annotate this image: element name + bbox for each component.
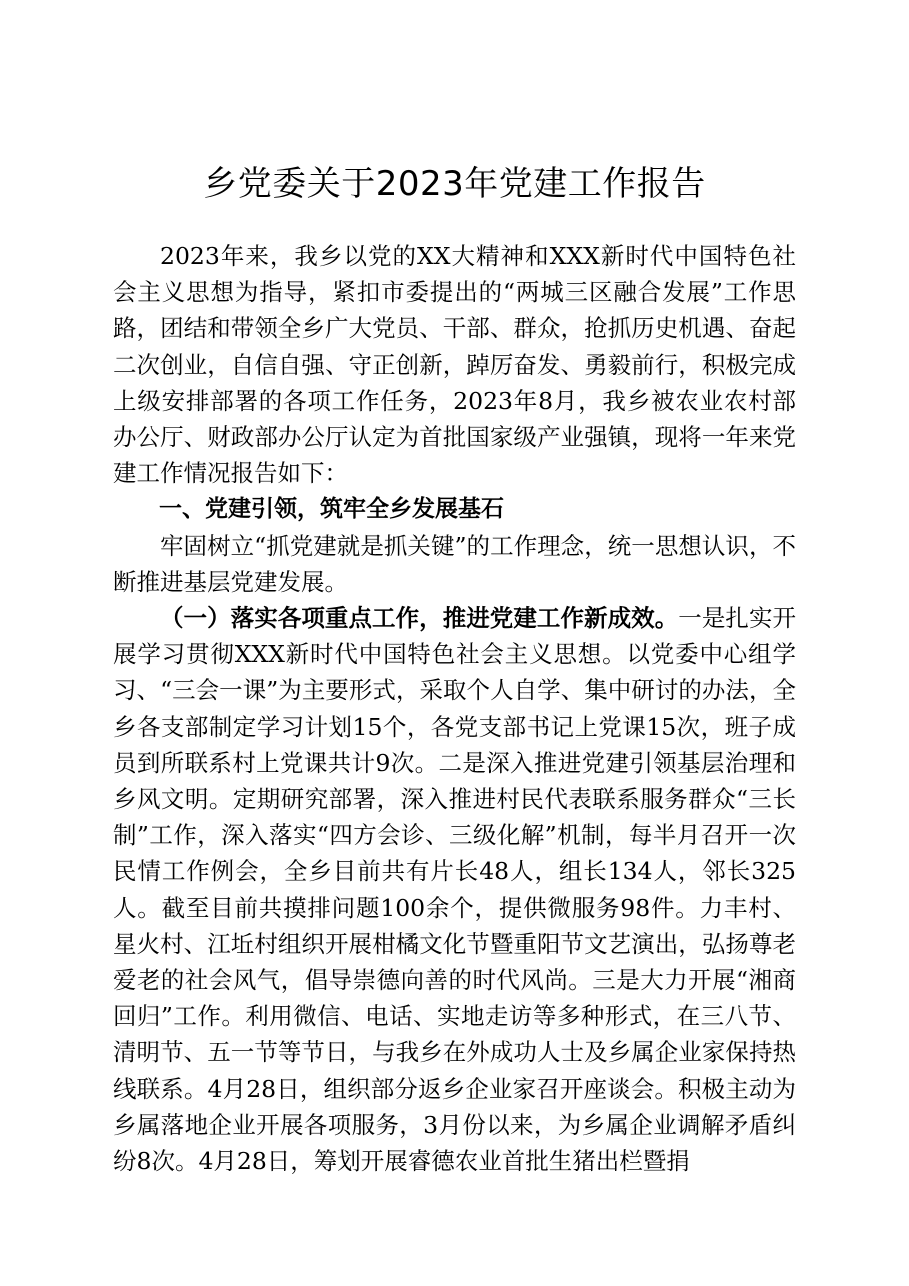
section-heading-1: 一、党建引领，筑牢全乡发展基石: [159, 496, 504, 523]
subsection-1-paragraph: [113, 600, 796, 1179]
section-1-paragraph: 牢固树立“抓党建就是抓关键”的工作理念，统一思想认识，不断推进基层党建发展。: [113, 531, 796, 596]
intro-paragraph: 2023年来，我乡以党的XX大精神和XXX新时代中国特色社会主义思想为指导，紧扣市委提出的“两城三区融合发展”工作思路，团结和带领全乡广大党员、干部、群众，抢抓历史机遇、奋起二次创业，自信自强、守正创新，踔厉奋发、勇毅前行，积极完成上级安排部署的各项工作任务，2023年8月，我乡被农业农村部办公厅、财政部办公厅认定为首批国家级产业强镇，现将一年来党建工作情况报告如下：: [113, 242, 796, 488]
subsection-1-body: 一是扎实开展学习贯彻XXX新时代中国特色社会主义思想。以党委中心组学习、“三会一课”为主要形式，采取个人自学、集中研讨的办法，全乡各支部制定学习计划15个，各党支部书记上党课15次，班子成员到所联系村上党课共计9次。二是深入推进党建引领基层治理和乡风文明。定期研究部署，深入推进村民代表联系服务群众“三长制”工作，深入落实“四方会诊、三级化解”机制，每半月召开一次民情工作例会，全乡目前共有片长48人，组长134人，邻长325人。截至目前共摸排问题100余个，提供微服务98件。力丰村、星火村、江坵村组织开展柑橘文化节暨重阳节文艺演出，弘扬尊老爱老的社会风气，倡导崇德向善的时代风尚。三是大力开展“湘商回归”工作。利用微信、电话、实地走访等多种形式，在三八节、清明节、五一节等节日，与我乡在外成功人士及乡属企业家保持热线联系。4月28日，组织部分返乡企业家召开座谈会。积极主动为乡属落地企业开展各项服务，3月份以来，为乡属企业调解矛盾纠纷8次。4月28日，筹划开展睿德农业首批生猪出栏暨捐: [113, 604, 797, 1176]
document-title: 乡党委关于2023年党建工作报告: [203, 164, 706, 204]
document-body: [113, 238, 796, 1179]
subsection-heading-1: （一）落实各项重点工作，推进党建工作新成效。: [160, 604, 679, 633]
